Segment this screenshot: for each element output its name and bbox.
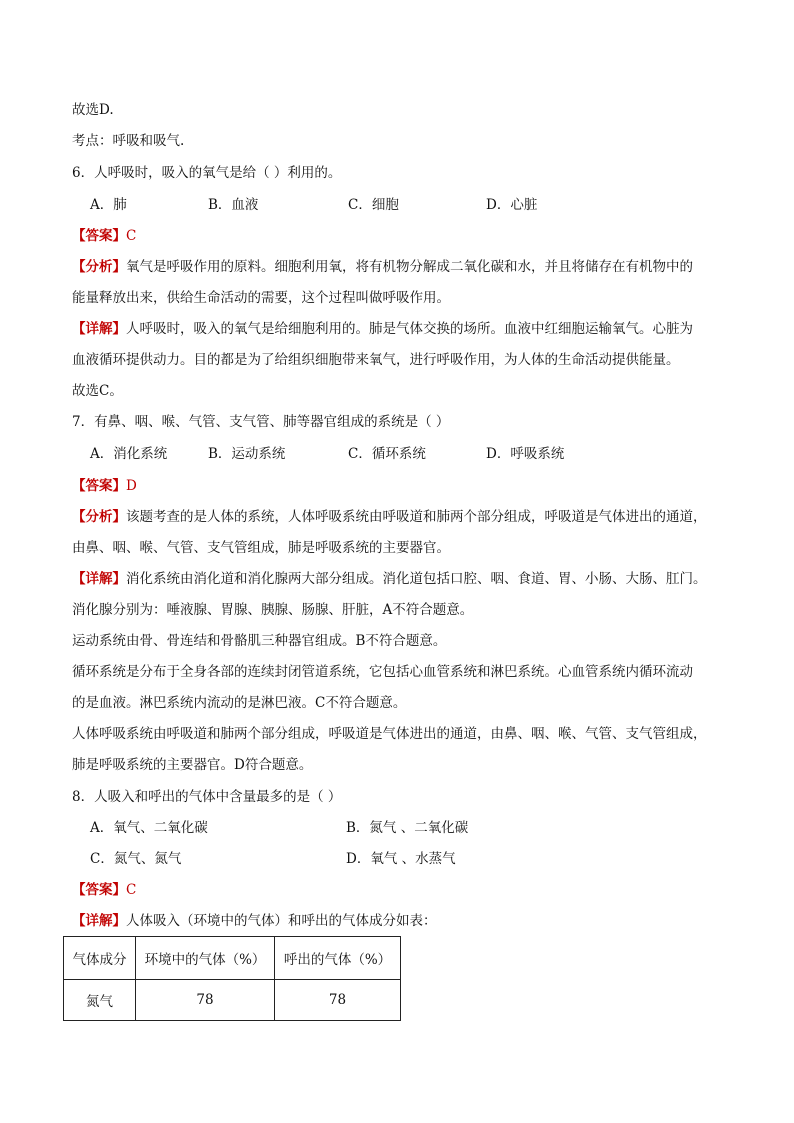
q7-analysis-1 bbox=[72, 508, 707, 526]
q8-option-c: C．氮气、氮气 bbox=[90, 851, 182, 867]
q8-option-a: A．氧气、二氧化碳 bbox=[90, 820, 208, 836]
question-6: 6．人呼吸时，吸入的氧气是给（ ）利用的。 bbox=[72, 165, 342, 181]
q7-option-b: B．运动系统 bbox=[208, 446, 286, 462]
analysis-text: 氧气是呼吸作用的原料。细胞利用氧，将有机物分解成二氧化碳和水，并且将储存在有机物中的 bbox=[126, 259, 693, 275]
detail-tag: 【详解】 bbox=[72, 913, 126, 929]
q8-option-d: D．氧气 、水蒸气 bbox=[346, 851, 456, 867]
table-header-cell: 气体成分 bbox=[64, 937, 136, 980]
analysis-text: 该题考查的是人体的系统，人体呼吸系统由呼吸道和肺两个部分组成，呼吸道是气体进出的通道， bbox=[126, 509, 707, 525]
q7-option-d: D．呼吸系统 bbox=[486, 446, 565, 462]
q7-detail-5: 的是血液。淋巴系统内流动的是淋巴液。C不符合题意。 bbox=[72, 695, 407, 711]
q7-detail-6: 人体呼吸系统由呼吸道和肺两个部分组成，呼吸道是气体进出的通道，由鼻、咽、喉、气管、支气管组成， bbox=[72, 726, 707, 742]
answer-tag: 【答案】 bbox=[72, 228, 126, 244]
analysis-tag: 【分析】 bbox=[72, 509, 126, 525]
q7-detail-4: 循环系统是分布于全身各部的连续封闭管道系统，它包括心血管系统和淋巴系统。心血管系统内循环流动 bbox=[72, 664, 693, 680]
q8-option-b: B．氮气 、二氧化碳 bbox=[346, 820, 469, 836]
detail-text: 消化系统由消化道和消化腺两大部分组成。消化道包括口腔、咽、食道、胃、小肠、大肠、肛门。 bbox=[126, 571, 707, 587]
q6-conclusion: 故选C。 bbox=[72, 383, 123, 399]
line-conclusion: 故选D. bbox=[72, 102, 114, 118]
q6-detail-2: 血液循环提供动力。目的都是为了给组织细胞带来氧气，进行呼吸作用，为人体的生命活动提供能量。 bbox=[72, 352, 680, 368]
q6-detail-1 bbox=[72, 320, 693, 338]
table-header-row bbox=[64, 937, 401, 980]
q6-analysis-1 bbox=[72, 258, 693, 276]
table-row bbox=[64, 980, 401, 1021]
q7-option-c: C．循环系统 bbox=[348, 446, 426, 462]
table-header-cell: 环境中的气体（%） bbox=[136, 937, 275, 980]
q6-analysis-2: 能量释放出来，供给生命活动的需要，这个过程叫做呼吸作用。 bbox=[72, 290, 450, 306]
q7-detail-3: 运动系统由骨、骨连结和骨骼肌三种器官组成。B不符合题意。 bbox=[72, 633, 447, 649]
question-7: 7．有鼻、咽、喉、气管、支气管、肺等器官组成的系统是（ ） bbox=[72, 414, 450, 430]
detail-tag: 【详解】 bbox=[72, 321, 126, 337]
table-cell: 78 bbox=[136, 980, 275, 1021]
question-8: 8．人吸入和呼出的气体中含量最多的是（ ） bbox=[72, 789, 342, 805]
line-topic: 考点：呼吸和吸气. bbox=[72, 133, 185, 149]
q6-option-a: A．肺 bbox=[90, 197, 127, 213]
q6-answer bbox=[72, 227, 136, 245]
q6-option-c: C．细胞 bbox=[348, 197, 399, 213]
detail-text: 人呼吸时，吸入的氧气是给细胞利用的。肺是气体交换的场所。血液中红细胞运输氧气。心脏为 bbox=[126, 321, 693, 337]
table-header-cell: 呼出的气体（%） bbox=[275, 937, 401, 980]
table-cell: 78 bbox=[275, 980, 401, 1021]
q7-option-a: A．消化系统 bbox=[90, 446, 168, 462]
analysis-tag: 【分析】 bbox=[72, 259, 126, 275]
q8-answer bbox=[72, 881, 136, 899]
q6-option-d: D．心脏 bbox=[486, 197, 538, 213]
answer-tag: 【答案】 bbox=[72, 882, 126, 898]
answer-value: D bbox=[126, 478, 137, 494]
answer-value: C bbox=[126, 228, 137, 244]
detail-tag: 【详解】 bbox=[72, 571, 126, 587]
detail-text: 人体吸入（环境中的气体）和呼出的气体成分如表： bbox=[126, 913, 437, 929]
q8-detail-1 bbox=[72, 912, 437, 930]
table-cell: 氮气 bbox=[64, 980, 136, 1021]
q7-answer bbox=[72, 477, 137, 495]
q6-option-b: B．血液 bbox=[208, 197, 259, 213]
q7-detail-7: 肺是呼吸系统的主要器官。D符合题意。 bbox=[72, 757, 313, 773]
q7-detail-1 bbox=[72, 570, 707, 588]
answer-value: C bbox=[126, 882, 137, 898]
q7-analysis-2: 由鼻、咽、喉、气管、支气管组成，肺是呼吸系统的主要器官。 bbox=[72, 540, 450, 556]
answer-tag: 【答案】 bbox=[72, 478, 126, 494]
q7-detail-2: 消化腺分别为：唾液腺、胃腺、胰腺、肠腺、肝脏，A不符合题意。 bbox=[72, 602, 474, 618]
gas-composition-table bbox=[63, 936, 401, 1021]
